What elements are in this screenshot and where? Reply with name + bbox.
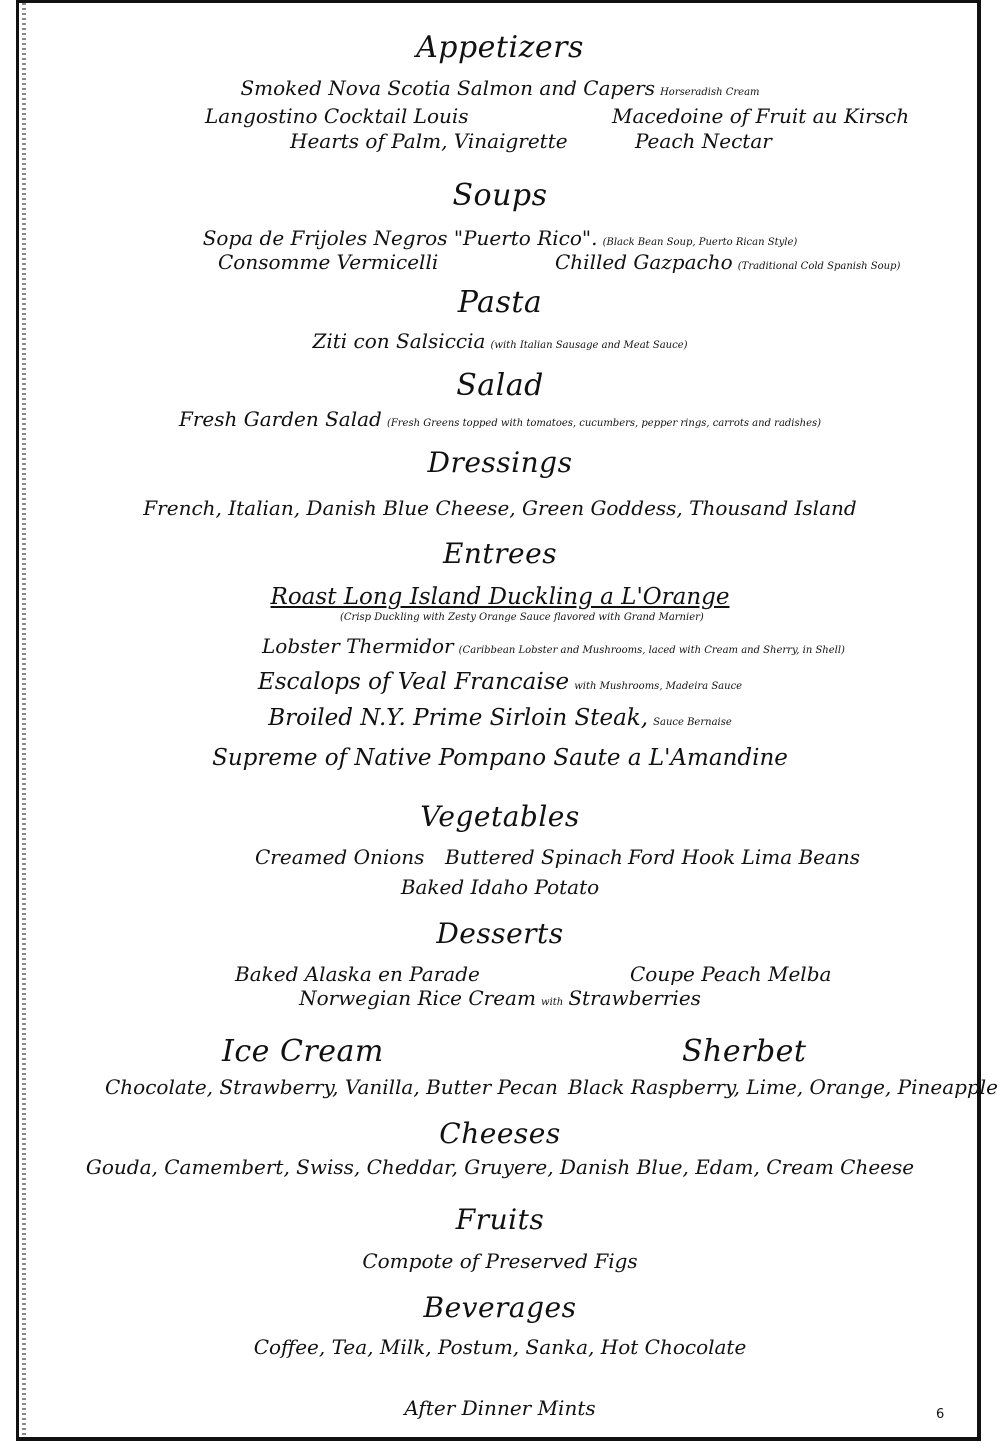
menu-item-baked-potato: Baked Idaho Potato	[400, 875, 600, 899]
item-label: Norwegian Rice Cream	[299, 986, 536, 1010]
page-number: 6	[936, 1407, 945, 1422]
item-label-end: Strawberries	[568, 986, 701, 1010]
pasta-heading: Pasta	[457, 285, 543, 320]
menu-item-macedoine: Macedoine of Fruit au Kirsch	[612, 104, 910, 128]
item-note: (Black Bean Soup, Puerto Rican Style)	[602, 237, 798, 248]
menu-item-lobster	[262, 634, 845, 658]
menu-item-baked-alaska: Baked Alaska en Parade	[235, 962, 480, 986]
item-label: Smoked Nova Scotia Salmon and Capers	[240, 76, 655, 100]
menu-item-buttered-spinach: Buttered Spinach	[445, 845, 623, 869]
ice-cream-list: Chocolate, Strawberry, Vanilla, Butter Pecan	[105, 1075, 558, 1099]
item-label: Broiled N.Y. Prime Sirloin Steak,	[268, 705, 649, 731]
soups-heading: Soups	[452, 178, 548, 213]
menu-item-duckling: Roast Long Island Duckling a L'Orange	[270, 584, 730, 610]
item-note: Sauce Bernaise	[653, 717, 732, 728]
dressings-heading: Dressings	[427, 446, 573, 479]
item-label: Lobster Thermidor	[262, 634, 454, 658]
item-note: (Traditional Cold Spanish Soup)	[737, 261, 901, 272]
sherbet-heading: Sherbet	[682, 1034, 807, 1069]
fruits-heading: Fruits	[455, 1203, 545, 1236]
dressings-list: French, Italian, Danish Blue Cheese, Green Goddess, Thousand Island	[143, 496, 857, 520]
cheeses-heading: Cheeses	[439, 1117, 561, 1150]
beverages-list: Coffee, Tea, Milk, Postum, Sanka, Hot Chocolate	[253, 1335, 747, 1359]
menu-item-smoked-salmon	[0, 76, 1000, 100]
menu-item-consomme: Consomme Vermicelli	[218, 250, 439, 274]
item-label: Ziti con Salsiccia	[312, 329, 486, 353]
item-note: with	[541, 997, 564, 1008]
salad-heading: Salad	[456, 368, 544, 403]
after-dinner-mints: After Dinner Mints	[404, 1396, 596, 1420]
item-note-duckling: (Crisp Duckling with Zesty Orange Sauce flavored with Grand Marnier)	[340, 612, 704, 623]
item-label: Escalops of Veal Francaise	[257, 669, 570, 695]
menu-item-peach-melba: Coupe Peach Melba	[630, 962, 832, 986]
menu-item-garden-salad	[0, 407, 1000, 431]
sherbet-list: Black Raspberry, Lime, Orange, Pineapple	[568, 1075, 998, 1099]
item-label: Fresh Garden Salad	[178, 407, 382, 431]
vegetables-heading: Vegetables	[420, 800, 580, 833]
item-note: (with Italian Sausage and Meat Sauce)	[490, 340, 688, 351]
menu-item-sopa	[0, 226, 1000, 250]
menu-item-gazpacho	[555, 250, 900, 274]
menu-item-veal	[0, 669, 1000, 695]
beverages-heading: Beverages	[423, 1291, 577, 1324]
ice-cream-heading: Ice Cream	[222, 1034, 384, 1069]
menu-item-rice-cream	[0, 986, 1000, 1010]
item-note: (Fresh Greens topped with tomatoes, cucumbers, pepper rings, carrots and radishes)	[386, 418, 822, 429]
appetizers-heading: Appetizers	[416, 30, 584, 65]
menu-item-peach-nectar: Peach Nectar	[635, 129, 772, 153]
desserts-heading: Desserts	[436, 917, 564, 950]
menu-item-pompano: Supreme of Native Pompano Saute a L'Amandine	[212, 745, 788, 771]
menu-item-lima-beans: Ford Hook Lima Beans	[628, 845, 861, 869]
item-note: Horseradish Cream	[660, 87, 760, 98]
menu-item-compote: Compote of Preserved Figs	[362, 1249, 638, 1273]
menu-item-ziti	[0, 329, 1000, 353]
menu-item-creamed-onions: Creamed Onions	[255, 845, 425, 869]
entrees-heading: Entrees	[442, 537, 558, 570]
menu-item-langostino: Langostino Cocktail Louis	[205, 104, 469, 128]
item-note: with Mushrooms, Madeira Sauce	[574, 681, 743, 692]
menu-item-steak	[0, 705, 1000, 731]
item-label: Sopa de Frijoles Negros "Puerto Rico".	[202, 226, 598, 250]
item-note: (Caribbean Lobster and Mushrooms, laced with Cream and Sherry, in Shell)	[458, 645, 845, 656]
cheeses-list: Gouda, Camembert, Swiss, Cheddar, Gruyere, Danish Blue, Edam, Cream Cheese	[85, 1155, 915, 1179]
item-label: Chilled Gazpacho	[555, 250, 733, 274]
menu-item-hearts-of-palm: Hearts of Palm, Vinaigrette	[290, 129, 568, 153]
